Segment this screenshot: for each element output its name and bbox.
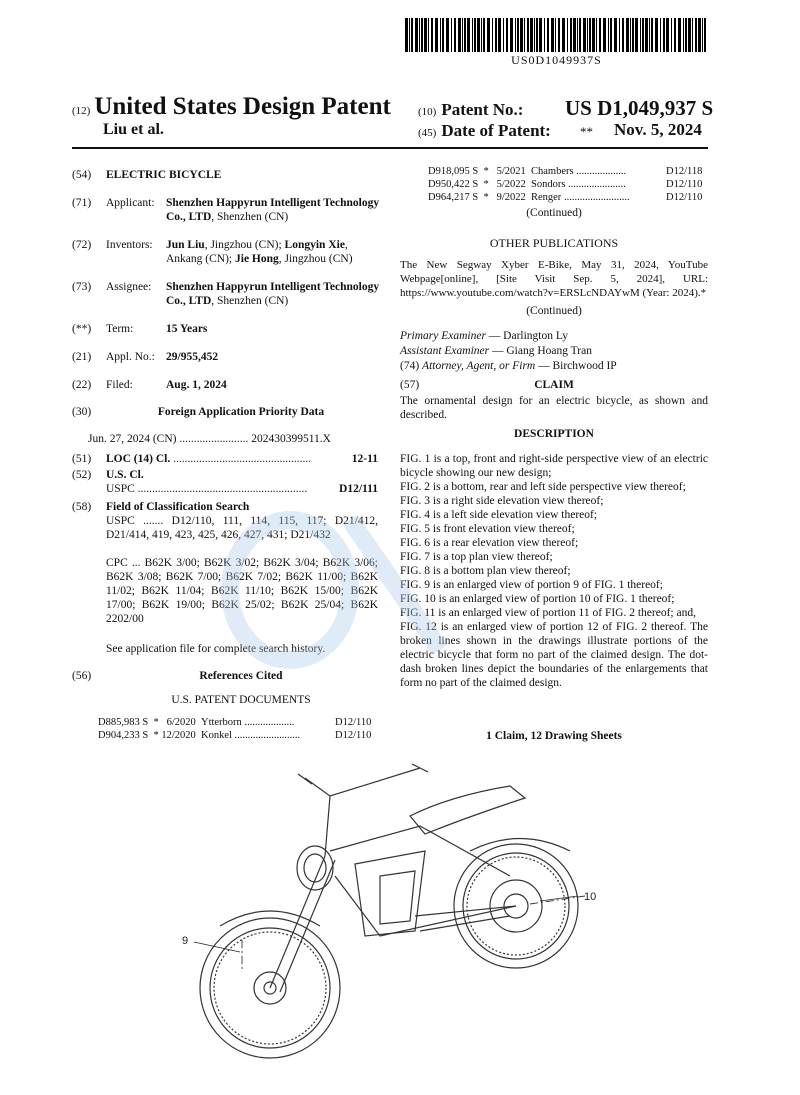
barcode-number: US0D1049937S: [511, 53, 602, 67]
title-field: (54) ELECTRIC BICYCLE: [72, 169, 222, 181]
description-line: FIG. 1 is a top, front and right-side perspective view of an electric bicycle showing our new design;: [400, 453, 708, 479]
first-inventor-line: Liu et al.: [103, 121, 164, 138]
application-number-field: (21) Appl. No.: 29/955,452: [72, 351, 219, 363]
description-line: FIG. 3 is a right side elevation view thereof;: [400, 495, 604, 507]
applicant-field: (71) Applicant: Shenzhen Happyrun Intelligent Technology Co., LTD, Shenzhen (CN): [72, 197, 380, 223]
date-of-patent-label: (45) Date of Patent:: [418, 121, 551, 140]
attorney: (74) Attorney, Agent, or Firm — Birchwood IP: [400, 360, 617, 372]
description-line: FIG. 8 is a bottom plan view thereof;: [400, 565, 571, 577]
reference-row: D885,983 S * 6/2020 Ytterborn ................... D12/110: [98, 717, 372, 728]
description-line: FIG. 10 is an enlarged view of portion 10 of FIG. 1 thereof;: [400, 593, 675, 605]
primary-examiner: Primary Examiner — Darlington Ly: [400, 330, 569, 342]
description-line: FIG. 5 is front elevation view thereof;: [400, 523, 575, 535]
drawing-label-9: 9: [182, 935, 189, 947]
claim-text: The ornamental design for an electric bicycle, as shown and described.: [400, 395, 708, 421]
document-type: (12) United States Design Patent: [72, 93, 391, 120]
field-of-search: (58) Field of Classification Search USPC ....... D12/110, 111, 114, 115, 117; D21/412, D21/414, 419, 423, 425, 426, 427, 431; D21/432 CPC ... B62K 3/00; B62K 3/02; B62K 3/04; B62K 3/06; B62K 3/08; B62K 7/00; B62K 7/02; B62K 11/00; B62K 11/02; B62K 11/04; B62K 11/10; B62K 15/00; B62K 17/00; B62K 19/00; B62K 25/02; B62K 25/04; B62K 2202/00 See application file for complete search history.: [72, 501, 378, 655]
continued-note: (Continued): [526, 305, 582, 317]
filed-field: (22) Filed: Aug. 1, 2024: [72, 379, 227, 391]
description-line: FIG. 11 is an enlarged view of portion 11 of FIG. 2 thereof; and,: [400, 607, 696, 619]
description-line: FIG. 2 is a bottom, rear and left side perspective view thereof;: [400, 481, 686, 493]
description-line: FIG. 4 is a left side elevation view thereof;: [400, 509, 598, 521]
us-classification: (52) U.S. Cl. USPC ........................................................... D12/111: [72, 469, 378, 495]
bicycle-drawing: [180, 756, 620, 1066]
continued-note: (Continued): [526, 207, 582, 219]
description-line: FIG. 6 is a rear elevation view thereof;: [400, 537, 579, 549]
description-line: FIG. 12 is an enlarged view of portion 12 of FIG. 2 thereof. The broken lines shown in the drawings illustrate portions of the electric bicycle that form no part of the claimed design. The dot-dash broken lines depict the boundaries of the enlargements that form no part of the claimed design.: [400, 621, 708, 689]
date-stars: **: [580, 124, 593, 139]
term-field: (**) Term: 15 Years: [72, 323, 208, 335]
description-line: FIG. 7 is a top plan view thereof;: [400, 551, 553, 563]
assistant-examiner: Assistant Examiner — Giang Hoang Tran: [400, 345, 592, 357]
patent-number: US D1,049,937 S: [565, 96, 714, 120]
header-divider: [72, 147, 708, 149]
foreign-priority-field: (30) Foreign Application Priority Data Jun. 27, 2024 (CN) ........................ 202430399511.X: [72, 406, 331, 445]
reference-row: D950,422 S * 5/2022 Sondors ...................... D12/110: [428, 179, 703, 190]
other-publications-heading: OTHER PUBLICATIONS: [489, 236, 619, 250]
reference-row: D964,217 S * 9/2022 Renger ......................... D12/110: [428, 192, 703, 203]
date-of-patent: Nov. 5, 2024: [614, 120, 702, 139]
drawing-label-10: 10: [584, 891, 597, 903]
barcode: [405, 18, 708, 52]
assignee-field: (73) Assignee: Shenzhen Happyrun Intelligent Technology Co., LTD, Shenzhen (CN): [72, 281, 380, 307]
inventors-field: (72) Inventors: Jun Liu, Jingzhou (CN); Longyin Xie, Ankang (CN); Jie Hong, Jingzhou (CN): [72, 239, 353, 265]
claim-heading: (57) CLAIM: [400, 379, 574, 391]
claims-count: 1 Claim, 12 Drawing Sheets: [486, 730, 622, 742]
watermark: [200, 480, 460, 680]
description-heading: DESCRIPTION: [514, 428, 594, 440]
reference-row: D904,233 S * 12/2020 Konkel ......................... D12/110: [98, 730, 372, 741]
references-cited: (56) References Cited U.S. PATENT DOCUMENTS: [72, 670, 311, 706]
description-line: FIG. 9 is an enlarged view of portion 9 of FIG. 1 thereof;: [400, 579, 663, 591]
other-publications-text: The New Segway Xyber E-Bike, May 31, 2024, YouTube Webpage[online], [Site Visit Sep. 5, 2024], URL: https://www.youtube.com/watch?v=ERSLcNDAYwM (Year: 2024).*: [400, 259, 708, 299]
loc-classification: (51) LOC (14) Cl. ................................................ 12-11: [72, 453, 378, 465]
patent-number-label: (10) Patent No.:: [418, 100, 524, 119]
reference-row: D918,095 S * 5/2021 Chambers ................... D12/118: [428, 166, 703, 177]
